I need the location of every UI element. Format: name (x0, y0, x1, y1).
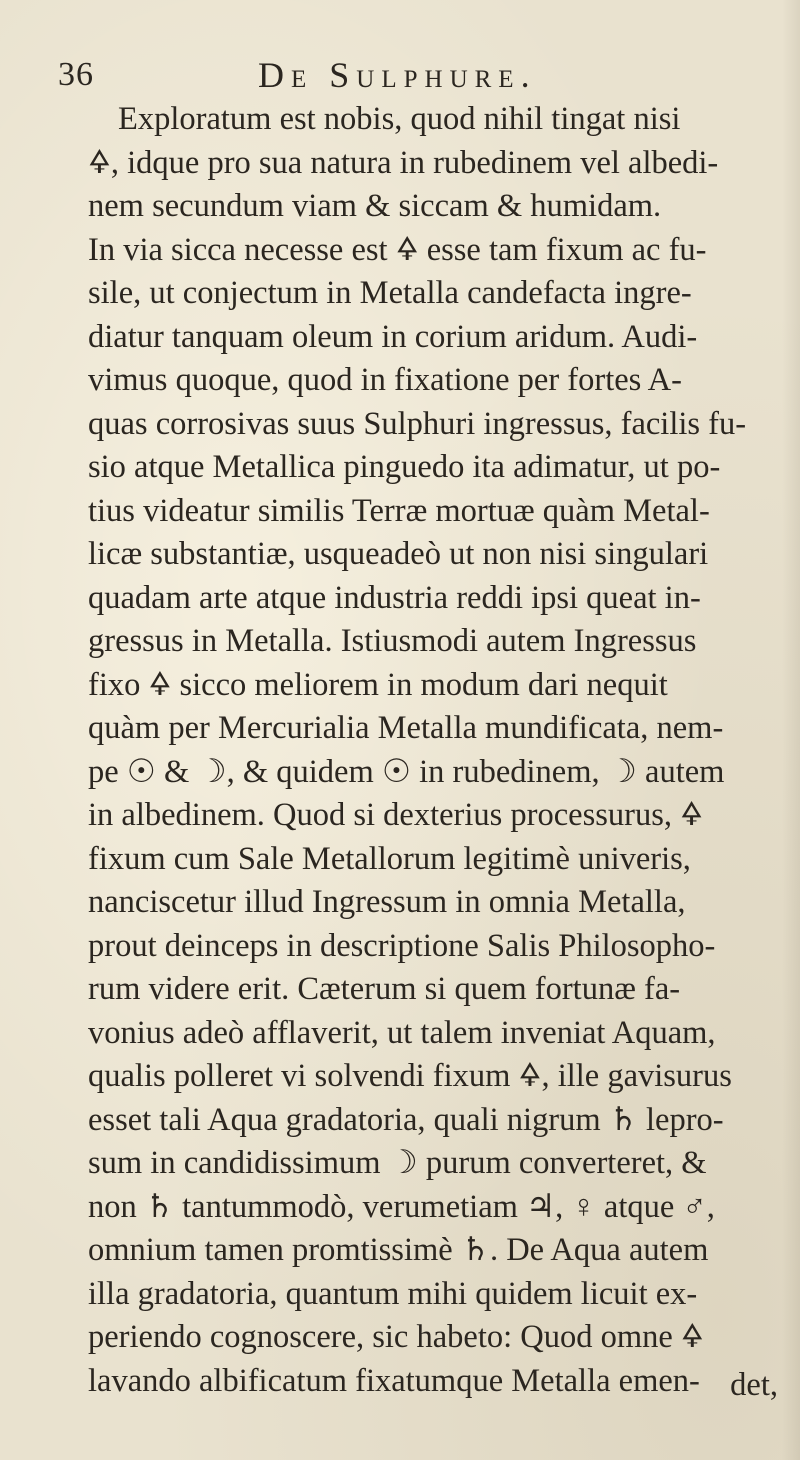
text-line: esset tali Aqua gradatoria, quali nigrum ♄ lepro- (88, 1101, 724, 1138)
running-head: De Sulphure. (258, 55, 537, 95)
text-line: pe ☉ & ☽, & quidem ☉ in rubedinem, ☽ autem (88, 753, 725, 790)
text-line: nem secundum viam & siccam & humidam. (88, 188, 662, 224)
text-line: tius videatur similis Terræ mortuæ quàm Metal- (88, 492, 710, 529)
text-line: vimus quoque, quod in fixatione per fortes A- (88, 362, 682, 398)
text-line: vonius adeò afflaverit, ut talem inveniat Aquam, (88, 1014, 716, 1051)
page-number: 36 (58, 56, 94, 93)
text-line: 🜍, idque pro sua natura in rubedinem vel albedi- (88, 144, 719, 181)
text-line: periendo cognoscere, sic habeto: Quod omne 🜍 (88, 1319, 704, 1355)
text-line: sum in candidissimum ☽ purum converteret, & (88, 1145, 707, 1181)
text-line: lavando albificatum fixatumque Metalla emen- (88, 1362, 700, 1399)
text-line: rum videre erit. Cæterum si quem fortunæ fa- (88, 971, 681, 1007)
text-line: illa gradatoria, quantum mihi quidem licuit ex- (88, 1275, 698, 1312)
text-line: fixo 🜍 sicco meliorem in modum dari nequit (88, 666, 668, 703)
text-line: quas corrosivas suus Sulphuri ingressus, facilis fu- (88, 405, 747, 442)
text-line: non ♄ tantummodò, verumetiam ♃, ♀ atque ♂, (88, 1188, 715, 1225)
text-line: In via sicca necesse est 🜍 esse tam fixum ac fu- (88, 231, 707, 268)
text-line: licæ substantiæ, usqueadeò ut non nisi singulari (88, 536, 709, 572)
text-line: diatur tanquam oleum in corium aridum. Audi- (88, 318, 698, 355)
text-line: gressus in Metalla. Istiusmodi autem Ingressus (88, 623, 697, 659)
text-line: sio atque Metallica pinguedo ita adimatur, ut po- (88, 449, 721, 485)
text-line: sile, ut conjectum in Metalla candefacta ingre- (88, 275, 692, 311)
text-line: quàm per Mercurialia Metalla mundificata, nem- (88, 710, 724, 746)
catchword: det, (730, 1367, 778, 1403)
text-line: Exploratum est nobis, quod nihil tingat nisi (118, 101, 681, 137)
text-line: qualis polleret vi solvendi fixum 🜍, ille gavisurus (88, 1058, 732, 1094)
text-line: nanciscetur illud Ingressum in omnia Metalla, (88, 884, 686, 920)
body-text (88, 98, 788, 1403)
text-line: in albedinem. Quod si dexterius processurus, 🜍 (88, 797, 703, 833)
text-line: omnium tamen promtissimè ♄. De Aqua autem (88, 1232, 709, 1268)
page-header (58, 50, 758, 102)
text-line: prout deinceps in descriptione Salis Philosopho- (88, 927, 716, 964)
text-line: quadam arte atque industria reddi ipsi queat in- (88, 579, 701, 616)
text-line: fixum cum Sale Metallorum legitimè univeris, (88, 840, 691, 877)
